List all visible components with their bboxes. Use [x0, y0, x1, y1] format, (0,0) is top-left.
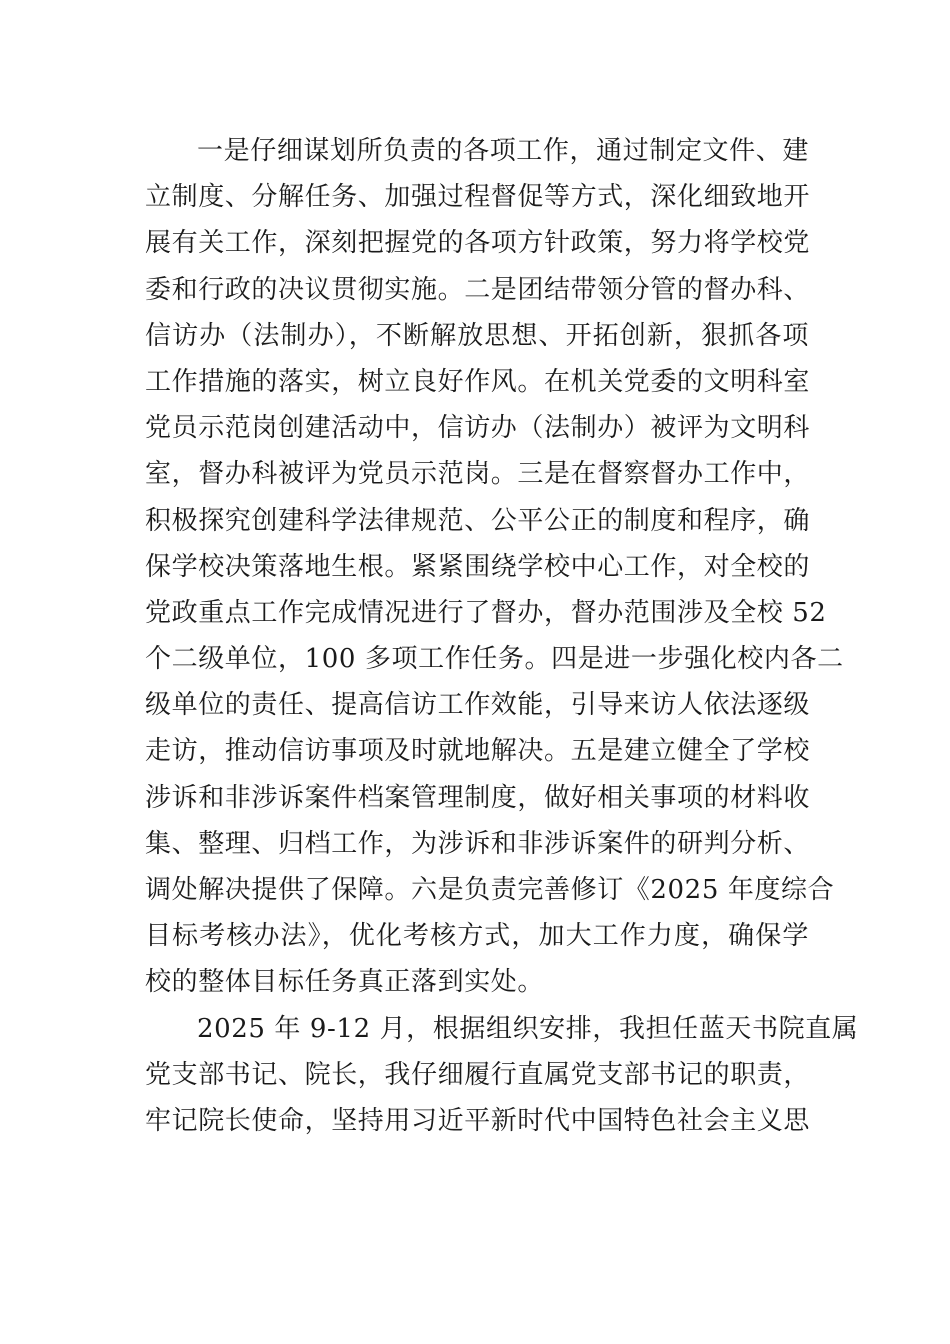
paragraph-1-line: 积极探究创建科学法律规范、公平公正的制度和程序，确: [145, 505, 811, 536]
paragraph-1-line: 保学校决策落地生根。紧紧围绕学校中心工作，对全校的: [145, 551, 811, 582]
paragraph-1-line: 展有关工作，深刻把握党的各项方针政策，努力将学校党: [145, 228, 811, 259]
paragraph-2-line: 党支部书记、院长，我仔细履行直属党支部书记的职责，: [145, 1059, 811, 1090]
paragraph-1-line: 工作措施的落实，树立良好作风。在机关党委的文明科室: [145, 366, 811, 397]
paragraph-1-line: 集、整理、归档工作，为涉诉和非涉诉案件的研判分析、: [145, 828, 811, 859]
paragraph-1-line: 室，督办科被评为党员示范岗。三是在督察督办工作中，: [145, 459, 811, 490]
paragraph-1-line: 目标考核办法》，优化考核方式，加大工作力度，确保学: [145, 921, 809, 952]
paragraph-1-line: 党员示范岗创建活动中，信访办（法制办）被评为文明科: [145, 413, 811, 444]
paragraph-1-line: 信访办（法制办），不断解放思想、开拓创新，狠抓各项: [145, 320, 809, 351]
paragraph-1-line: 个二级单位，100 多项工作任务。四是进一步强化校内各二: [145, 644, 844, 675]
paragraph-1-line: 走访，推动信访事项及时就地解决。五是建立健全了学校: [145, 736, 811, 767]
paragraph-1-line: 涉诉和非涉诉案件档案管理制度，做好相关事项的材料收: [145, 782, 811, 813]
paragraph-2-line: 牢记院长使命，坚持用习近平新时代中国特色社会主义思: [145, 1105, 811, 1136]
paragraph-1-line: 级单位的责任、提高信访工作效能，引导来访人依法逐级: [145, 690, 811, 721]
paragraph-1-line: 党政重点工作完成情况进行了督办，督办范围涉及全校 52: [145, 597, 827, 628]
paragraph-1-line: 调处解决提供了保障。六是负责完善修订《2025 年度综合: [145, 875, 835, 905]
document-body: [145, 128, 859, 1144]
paragraph-1-line: 一是仔细谋划所负责的各项工作，通过制定文件、建: [197, 136, 809, 166]
paragraph-1-line: 委和行政的决议贯彻实施。二是团结带领分管的督办科、: [145, 274, 811, 305]
paragraph-1-line: 校的整体目标任务真正落到实处。: [145, 967, 545, 998]
paragraph-2-line: 2025 年 9-12 月，根据组织安排，我担任蓝天书院直属: [197, 1013, 859, 1044]
paragraph-1-line: 立制度、分解任务、加强过程督促等方式，深化细致地开: [145, 182, 811, 213]
